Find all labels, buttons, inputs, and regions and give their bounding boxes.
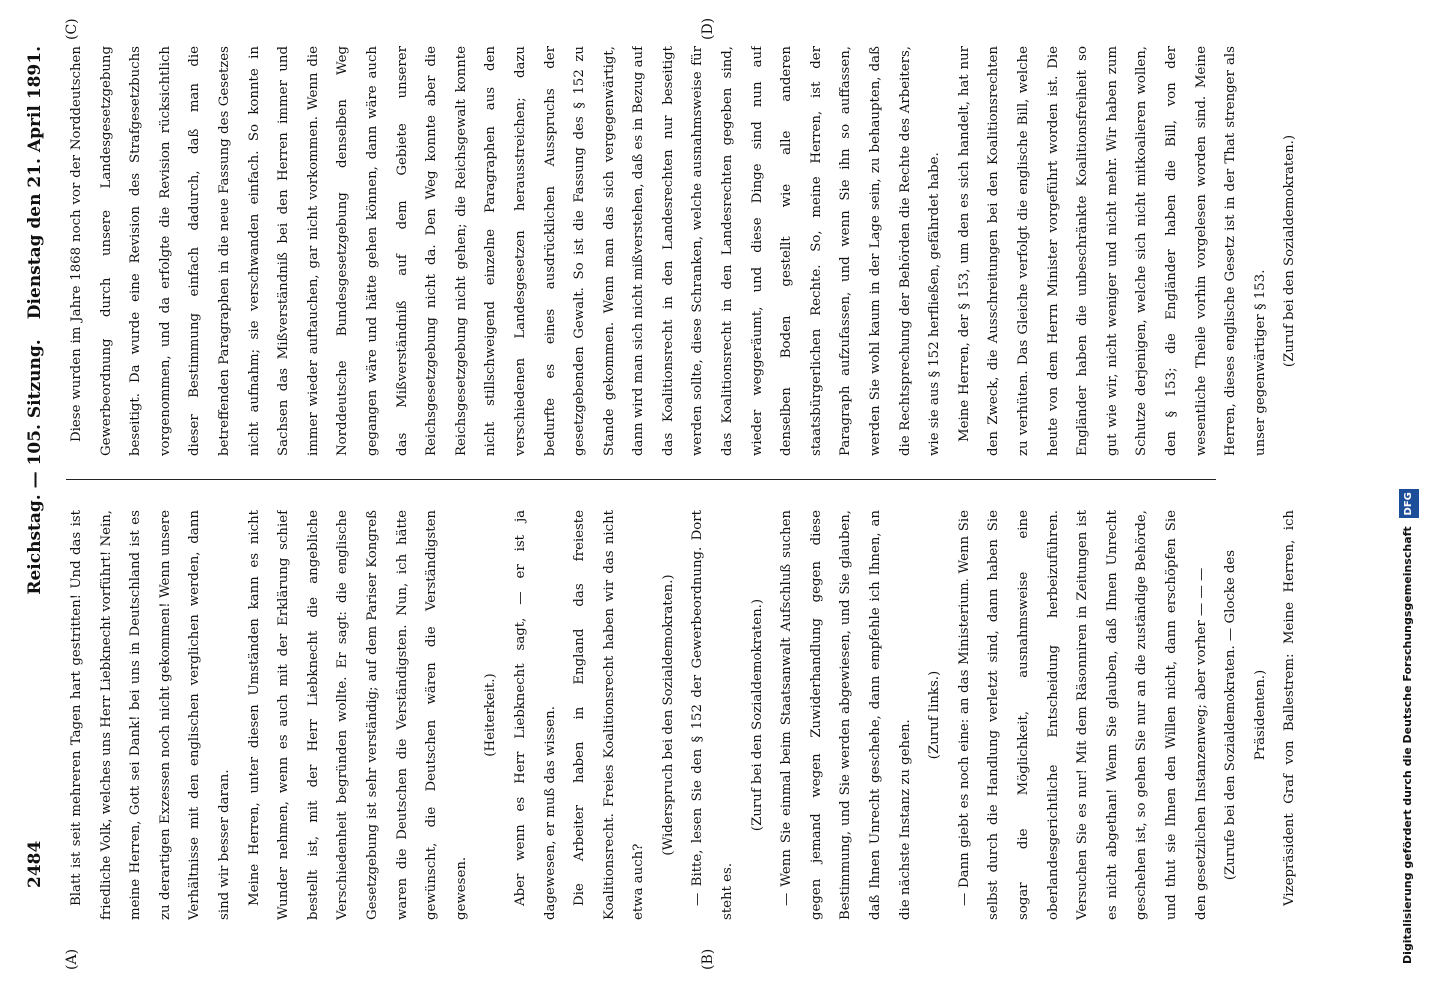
paragraph: Meine Herren, der § 153, um den es sich handelt, hat nur den Zweck, die Ausschreitungen bei den Koalitionsrechten zu verhüten. Das Gleiche verfolgt die englische Bill, welche heute von dem Herrn Minister vorgeführt worden ist. Die Engländer haben die unbeschränkte Koalitionsfreiheit so gut wie wir, nicht weniger und nicht mehr. Wir haben zum Schutze derjenigen, welche sich nicht mitkoalieren wollen, den § 153; die Engländer haben die Bill, von der wesentliche Theile vorhin vorgelesen worden sind. Meine Herren, dieses englische Gesetz ist in der That strenger als unser gegenwärtiger § 153.: [956, 46, 1268, 456]
stage-direction: (Zuruf bei den Sozialdemokraten.): [1282, 134, 1298, 368]
marker-c: (C): [64, 18, 80, 40]
left-text-column: [62, 510, 1302, 920]
stage-direction: (Zurufe bei den Sozialdemokraten. — Glocke des Präsidenten.): [1223, 549, 1268, 881]
paragraph: Diese wurden im Jahre 1868 noch vor der Norddeutschen Gewerbeordnung durch unsere Landesgesetzgebung beseitigt. Da wurde eine Revision des Strafgesetzbuchs vorgenommen, und da erfolgte die Revision rücksichtlich dieser Bestimmung einfach dadurch, daß man die betreffenden Paragraphen in die neue Fassung des Gesetzes nicht aufnahm; sie verschwanden einfach. So konnte in Sachsen das Mißverständniß bei den Herren immer und immer wieder auftauchen, gar nicht vorkommen. Wenn die Norddeutsche Bundesgesetzgebung denselben Weg gegangen wäre und hätte gehen können, dann wäre auch das Mißverständniß auf dem Gebiete unserer Reichsgesetzgebung nicht da. Den Weg konnte aber die Reichsgesetzgebung nicht gehen; die Reichsgewalt konnte nicht stillschweigend einzelne Paragraphen aus den verschiedenen Landesgesetzen herausstreichen; dazu bedurfte es eines ausdrücklichen Ausspruchs der gesetzgebenden Gewalt. So ist die Fassung des § 152 zu Stande gekommen. Wenn man das sich vergegenwärtigt, dann wird man sich nicht mißverstehen, daß es in Bezug auf das Koalitionsrecht in den Landesrechten nur beseitigt werden sollte, diese Schranken, welche ausnahmsweise für das Koalitionsrecht in den Landesrechten gegeben sind, wieder weggeräumt, und diese Dinge sind nun auf denselben Boden gestellt wie alle anderen staatsbürgerlichen Rechte. So, meine Herren, ist der Paragraph aufzufassen, und wenn Sie ihn so auffassen, werden Sie wohl kaum in der Lage sein, zu behaupten, daß die Rechtsprechung der Behörden die Rechte des Arbeiters, wie sie aus § 152 herfließen, gefährdet habe.: [69, 46, 943, 456]
page-header: [20, 46, 50, 888]
marker-b: (B): [700, 948, 716, 970]
dfg-logo: DFG: [1399, 489, 1419, 518]
digitization-footer: [1398, 4, 1418, 964]
page-number: 2484: [25, 840, 45, 888]
paragraph: — Dann giebt es noch eine: an das Ministerium. Wenn Sie selbst durch die Handlung verletzt sind, dann haben Sie sogar die Möglichkeit, ausnahmsweise eine oberlandesgerichtliche Entscheidung herbeizuführen. Versuchen Sie es nur! Mit dem Räsonniren in Zeitungen ist es nicht abgethan! Wenn Sie glauben, daß Ihnen Unrecht geschehen ist, so gehen Sie nur an die zuständige Behörde, und thut sie Ihnen den Willen nicht, dann erschöpfen Sie den gesetzlichen Instanzenweg; aber vorher — — —: [956, 510, 1209, 920]
right-text-column: [62, 46, 1302, 456]
stage-direction: (Widerspruch bei den Sozialdemokraten.): [660, 574, 676, 856]
paragraph: Die Arbeiter haben in England das freieste Koalitionsrecht. Freies Koalitionsrecht haben wir das nicht etwa auch?: [572, 510, 647, 920]
paragraph: Blatt ist seit mehreren Tagen hart gestritten! Und das ist friedliche Volk, welches uns Herr Liebknecht vorführt! Nein, meine Herren, Gott sei Dank! bei uns in Deutschland ist es zu derartigen Exzessen noch nicht gekommen! Wenn unsere Verhältnisse mit den englischen verglichen werden, dann sind wir besser daran.: [69, 510, 232, 920]
marker-d: (D): [700, 17, 716, 40]
digitization-note: Digitalisierung gefördert durch die Deutsche Forschungsgemeinschaft: [1401, 526, 1414, 964]
marker-a: (A): [64, 948, 80, 970]
stage-direction: (Zuruf links.): [927, 670, 943, 760]
paragraph: — Bitte, lesen Sie den § 152 der Gewerbeordnung. Dort steht es.: [690, 510, 736, 920]
paragraph: Vizepräsident Graf von Ballestrem: Meine Herren, ich: [1282, 510, 1298, 906]
session-date: Dienstag den 21. April 1891.: [25, 46, 45, 320]
stage-direction: (Heiterkeit.): [483, 673, 499, 757]
page-title: Reichstag. — 105. Sitzung.: [25, 339, 45, 595]
paragraph: — Wenn Sie einmal beim Staatsanwalt Aufschluß suchen gegen jemand wegen Zuwiderhandlung gegen diese Bestimmung, und Sie werden abgewiesen, und Sie glauben, daß Ihnen Unrecht geschehe, dann empfehle ich Ihnen, an die nächste Instanz zu gehen.: [779, 510, 913, 920]
paragraph: Meine Herren, unter diesen Umständen kann es nicht Wunder nehmen, wenn es auch mit der Erklärung schief bestellt ist, mit der Herr Liebknecht die angebliche Verschiedenheit begründen wollte. Er sagt: die englische Gesetzgebung ist sehr verständig; auf dem Pariser Kongreß waren die Deutschen die Verständigsten. Nun, ich hätte gewünscht, die Deutschen wären die Verständigsten gewesen.: [246, 510, 469, 920]
stage-direction: (Zuruf bei den Sozialdemokraten.): [749, 598, 765, 832]
paragraph: Aber wenn es Herr Liebknecht sagt, — er ist ja dagewesen, er muß das wissen.: [512, 510, 558, 920]
column-divider: [66, 479, 1216, 480]
